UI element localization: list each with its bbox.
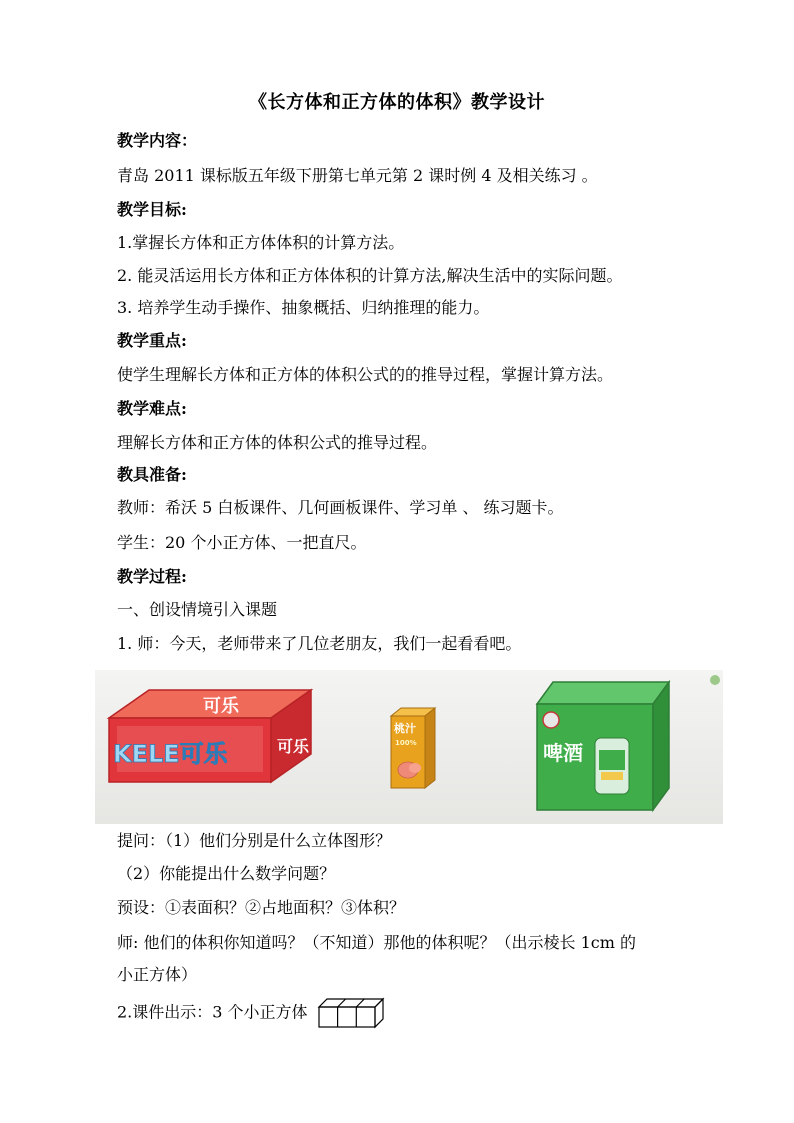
teacher-line-1: 师: 他们的体积你知道吗？（不知道）那他的体积呢？（出示棱长 1cm 的	[117, 933, 636, 952]
teacher-line-2: 小正方体）	[117, 965, 198, 984]
question-intro: 提问：（1）他们分别是什么立体图形？	[117, 831, 392, 850]
question-2: （2）你能提出什么数学问题？	[117, 864, 336, 883]
goals-heading: 教学目标:	[117, 200, 187, 219]
beer-label: 啤酒	[543, 741, 583, 765]
goal-2: 2. 能灵活运用长方体和正方体体积的计算方法,解决生活中的实际问题。	[117, 266, 623, 285]
juice-label: 桃汁	[394, 722, 416, 735]
boxes-svg	[95, 670, 723, 824]
step-2-text: 2.课件出示：3 个小正方体	[117, 1002, 308, 1022]
boxes-illustration	[95, 670, 723, 824]
content-text: 青岛 2011 课标版五年级下册第七单元第 2 课时例 4 及相关练习 。	[117, 166, 598, 185]
goal-1: 1.掌握长方体和正方体体积的计算方法。	[117, 233, 405, 252]
decor-dot	[710, 675, 720, 685]
tools-teacher: 教师：希沃 5 白板课件、几何画板课件、学习单 、 练习题卡。	[117, 498, 564, 517]
difficult-text: 理解长方体和正方体的体积公式的推导过程。	[117, 433, 438, 452]
juice-box	[391, 708, 435, 788]
document-title: 《长方体和正方体的体积》教学设计	[249, 92, 545, 113]
preset-answers: 预设：①表面积？②占地面积？③体积？	[117, 898, 406, 917]
juice-sub-label: 100%	[395, 739, 417, 747]
cola-lid-label: 可乐	[203, 696, 239, 717]
tools-student: 学生：20 个小正方体、一把直尺。	[117, 533, 367, 552]
difficult-heading: 教学难点:	[117, 399, 187, 418]
goal-3: 3. 培养学生动手操作、抽象概括、归纳推理的能力。	[117, 298, 490, 317]
process-step1: 1. 师：今天，老师带来了几位老朋友，我们一起看看吧。	[117, 634, 522, 653]
process-part1: 一、创设情境引入课题	[117, 600, 278, 619]
three-cubes-icon	[317, 997, 385, 1029]
content-heading: 教学内容：	[117, 131, 198, 150]
cola-end-label: 可乐	[277, 737, 310, 756]
process-heading: 教学过程:	[117, 567, 187, 586]
beer-box	[537, 682, 669, 810]
cola-side-label: KELE可乐	[113, 740, 228, 768]
step-2-line	[117, 997, 737, 1029]
key-text: 使学生理解长方体和正方体的体积公式的的推导过程，掌握计算方法。	[117, 365, 614, 384]
key-heading: 教学重点:	[117, 331, 187, 350]
tools-heading: 教具准备:	[117, 465, 187, 484]
cola-box	[109, 690, 311, 782]
